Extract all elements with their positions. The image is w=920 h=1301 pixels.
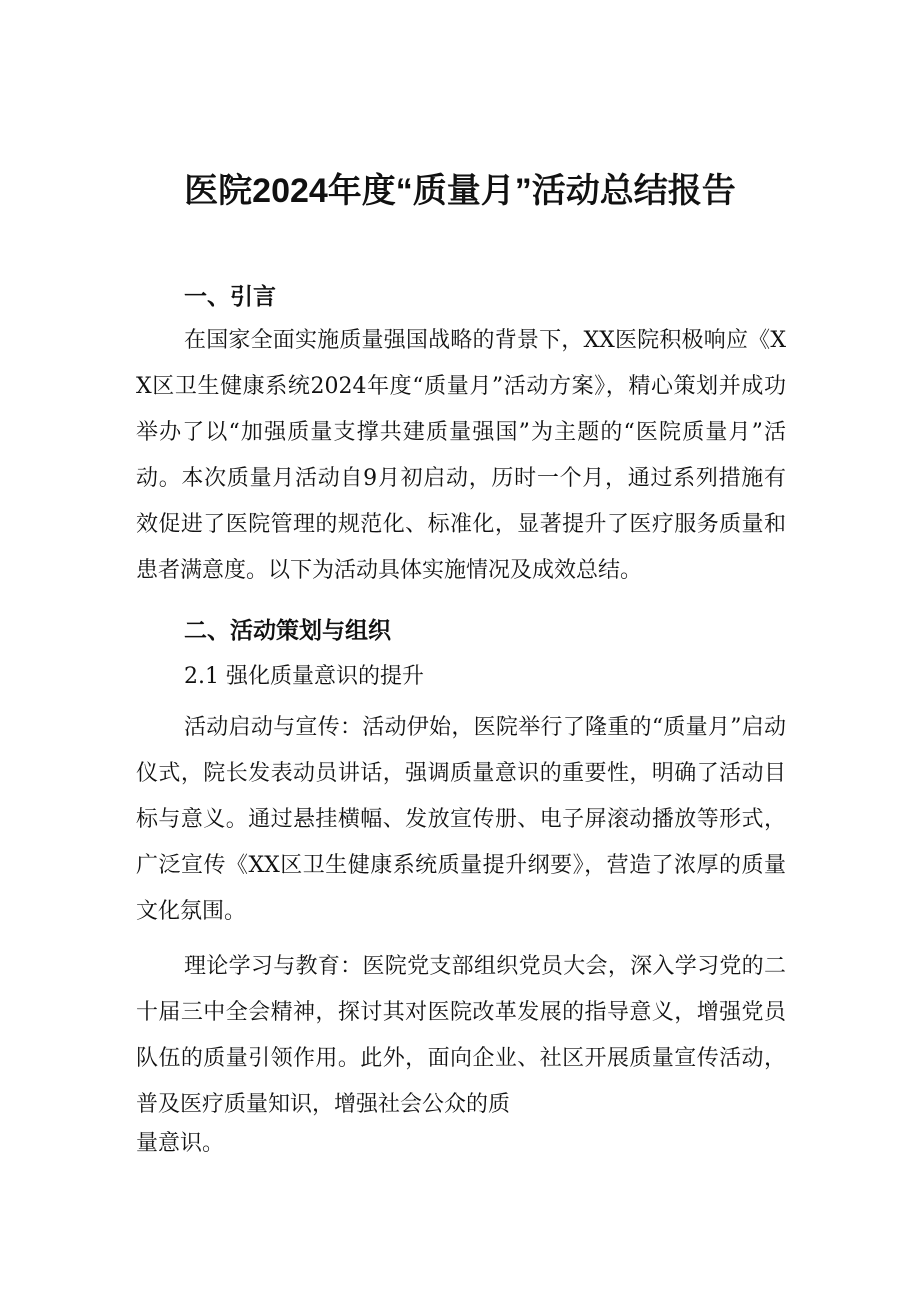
subsection-heading-quality-awareness: 2.1 强化质量意识的提升 bbox=[184, 664, 424, 689]
theory-learning-paragraph: 理论学习与教育：医院党支部组织党员大会，深入学习党的二十届三中全会精神，探讨其对医院改革发展的指导意义，增强党员队伍的质量引领作用。此外，面向企业、社区开展质量宣传活动，普及医疗质量知识，增强社会公众的质 bbox=[136, 954, 786, 1117]
theory-learning-paragraph-tail: 量意识。 bbox=[136, 1131, 225, 1156]
section-heading-introduction: 一、引言 bbox=[184, 283, 276, 309]
introduction-paragraph: 在国家全面实施质量强国战略的背景下，XX医院积极响应《XX区卫生健康系统2024年度“质量月”活动方案》，精心策划并成功举办了以“加强质量支撑共建质量强国”为主题的“医院质量月”活动。本次质量月活动自9月初启动，历时一个月，通过系列措施有效促进了医院管理的规范化、标准化，显著提升了医疗服务质量和患者满意度。以下为活动具体实施情况及成效总结。 bbox=[136, 328, 786, 583]
launch-publicity-paragraph: 活动启动与宣传：活动伊始，医院举行了隆重的“质量月”启动仪式，院长发表动员讲话，强调质量意识的重要性，明确了活动目标与意义。通过悬挂横幅、发放宣传册、电子屏滚动播放等形式，广泛宣传《XX区卫生健康系统质量提升纲要》，营造了浓厚的质量文化氛围。 bbox=[136, 715, 786, 924]
document-title: 医院2024年度“质量月”活动总结报告 bbox=[184, 172, 736, 210]
section-heading-planning: 二、活动策划与组织 bbox=[184, 617, 391, 643]
